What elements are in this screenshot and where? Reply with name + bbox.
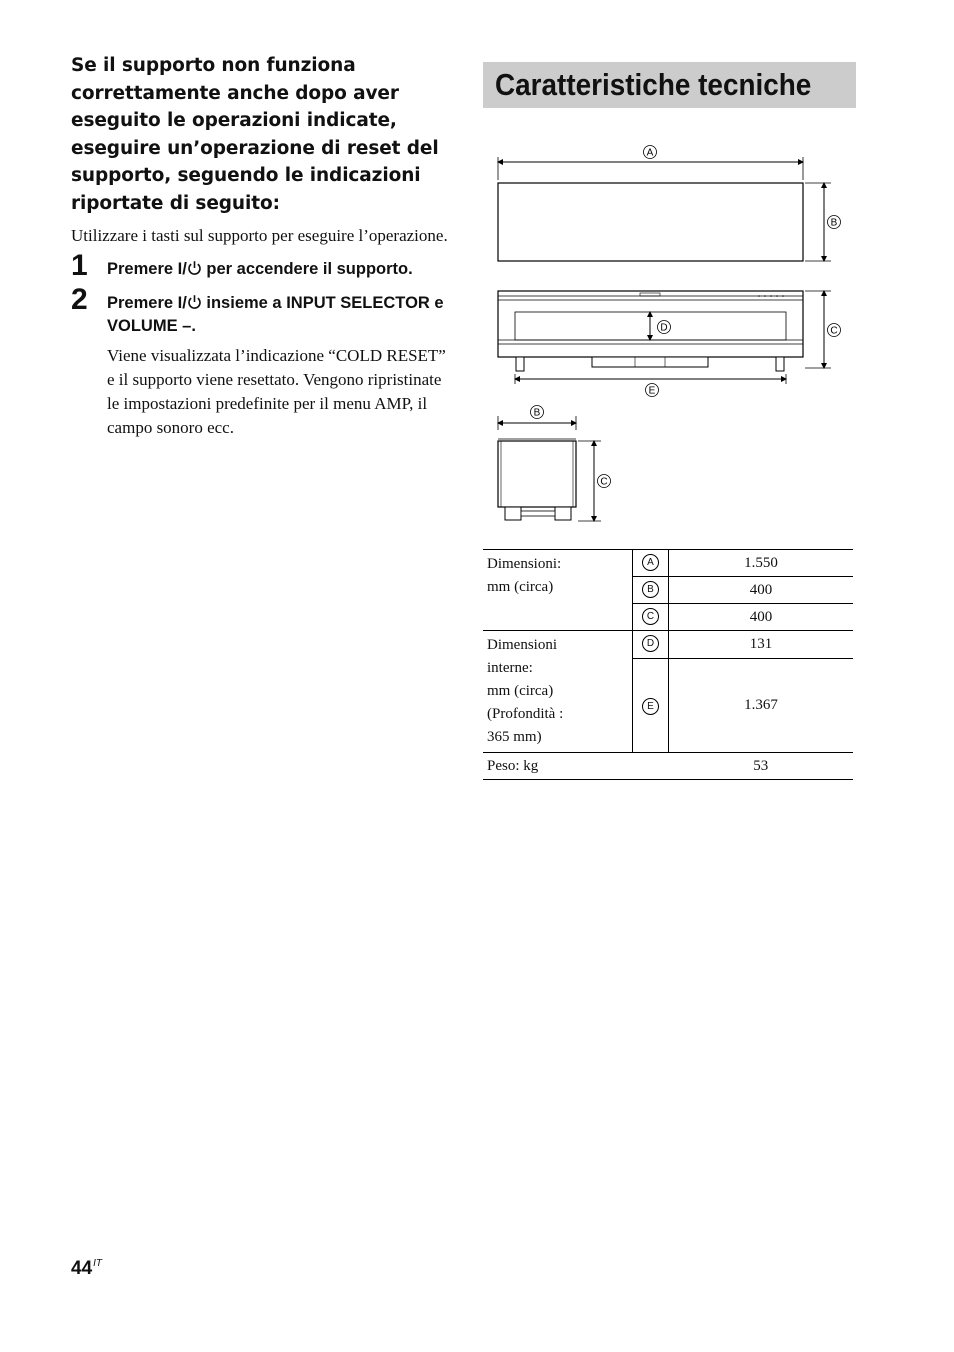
language-code: IT bbox=[93, 1258, 103, 1269]
weight-value: 53 bbox=[669, 753, 854, 780]
spec-value: 400 bbox=[669, 604, 854, 631]
section-heading: Se il supporto non funziona correttamente anche dopo aver eseguito le operazioni indicate, eseguire un’operazione di reset del supporto, seguendo le indicazioni riportate di seguito: bbox=[71, 55, 439, 214]
spec-value: 1.550 bbox=[669, 550, 854, 577]
power-icon bbox=[187, 294, 202, 310]
side-view bbox=[498, 406, 611, 522]
spec-value: 1.367 bbox=[669, 659, 854, 753]
step-instruction: Premere I/ per accendere il supporto. bbox=[107, 260, 413, 278]
dim-label-c: C bbox=[830, 325, 838, 337]
dim-label-b: B bbox=[830, 217, 838, 229]
letter-badge: A bbox=[642, 554, 659, 571]
spec-value: 400 bbox=[669, 577, 854, 604]
front-view bbox=[498, 291, 841, 397]
letter-badge: E bbox=[642, 698, 659, 715]
step-instruction: Premere I/ insieme a INPUT SELECTOR e VOLUME –. bbox=[107, 294, 444, 335]
power-icon bbox=[187, 260, 202, 276]
dim-label-a: A bbox=[646, 147, 654, 159]
letter-badge: B bbox=[642, 581, 659, 598]
dimension-diagram bbox=[483, 130, 853, 530]
left-column bbox=[71, 52, 451, 440]
top-view bbox=[498, 146, 841, 262]
step-description: Viene visualizzata l’indicazione “COLD RESET” e il supporto viene resettato. Vengono ripristinate le impostazioni predefinite per il menu AMP, il campo sonoro ecc. bbox=[107, 346, 446, 437]
spec-row-d bbox=[483, 631, 853, 659]
letter-badge: C bbox=[642, 608, 659, 625]
section-title-bar bbox=[483, 62, 856, 108]
spec-row-weight bbox=[483, 753, 853, 780]
spec-value: 131 bbox=[669, 631, 854, 659]
letter-badge: D bbox=[642, 635, 659, 652]
spec-table bbox=[483, 549, 853, 780]
spec-row-a bbox=[483, 550, 853, 577]
section-title: Caratteristiche tecniche bbox=[495, 67, 812, 102]
step-number: 1 bbox=[71, 249, 88, 282]
step-number: 2 bbox=[71, 283, 88, 316]
dim-label-e: E bbox=[648, 385, 656, 397]
weight-label: Peso: kg bbox=[483, 753, 633, 780]
dim-label-c-side: C bbox=[600, 476, 608, 488]
internal-dimensions-label-cell: Dimensioni interne: mm (circa) (Profondità : 365 mm) bbox=[483, 631, 633, 753]
dim-label-d: D bbox=[660, 322, 668, 334]
dimensions-label-cell: Dimensioni: mm (circa) bbox=[483, 550, 633, 631]
step-2 bbox=[71, 283, 451, 440]
step-1 bbox=[71, 249, 451, 282]
intro-text: Utilizzare i tasti sul supporto per eseguire l’operazione. bbox=[71, 226, 448, 245]
page-number: $44^{IT}$ bbox=[71, 1258, 103, 1279]
dim-label-b-side: B bbox=[533, 407, 541, 419]
